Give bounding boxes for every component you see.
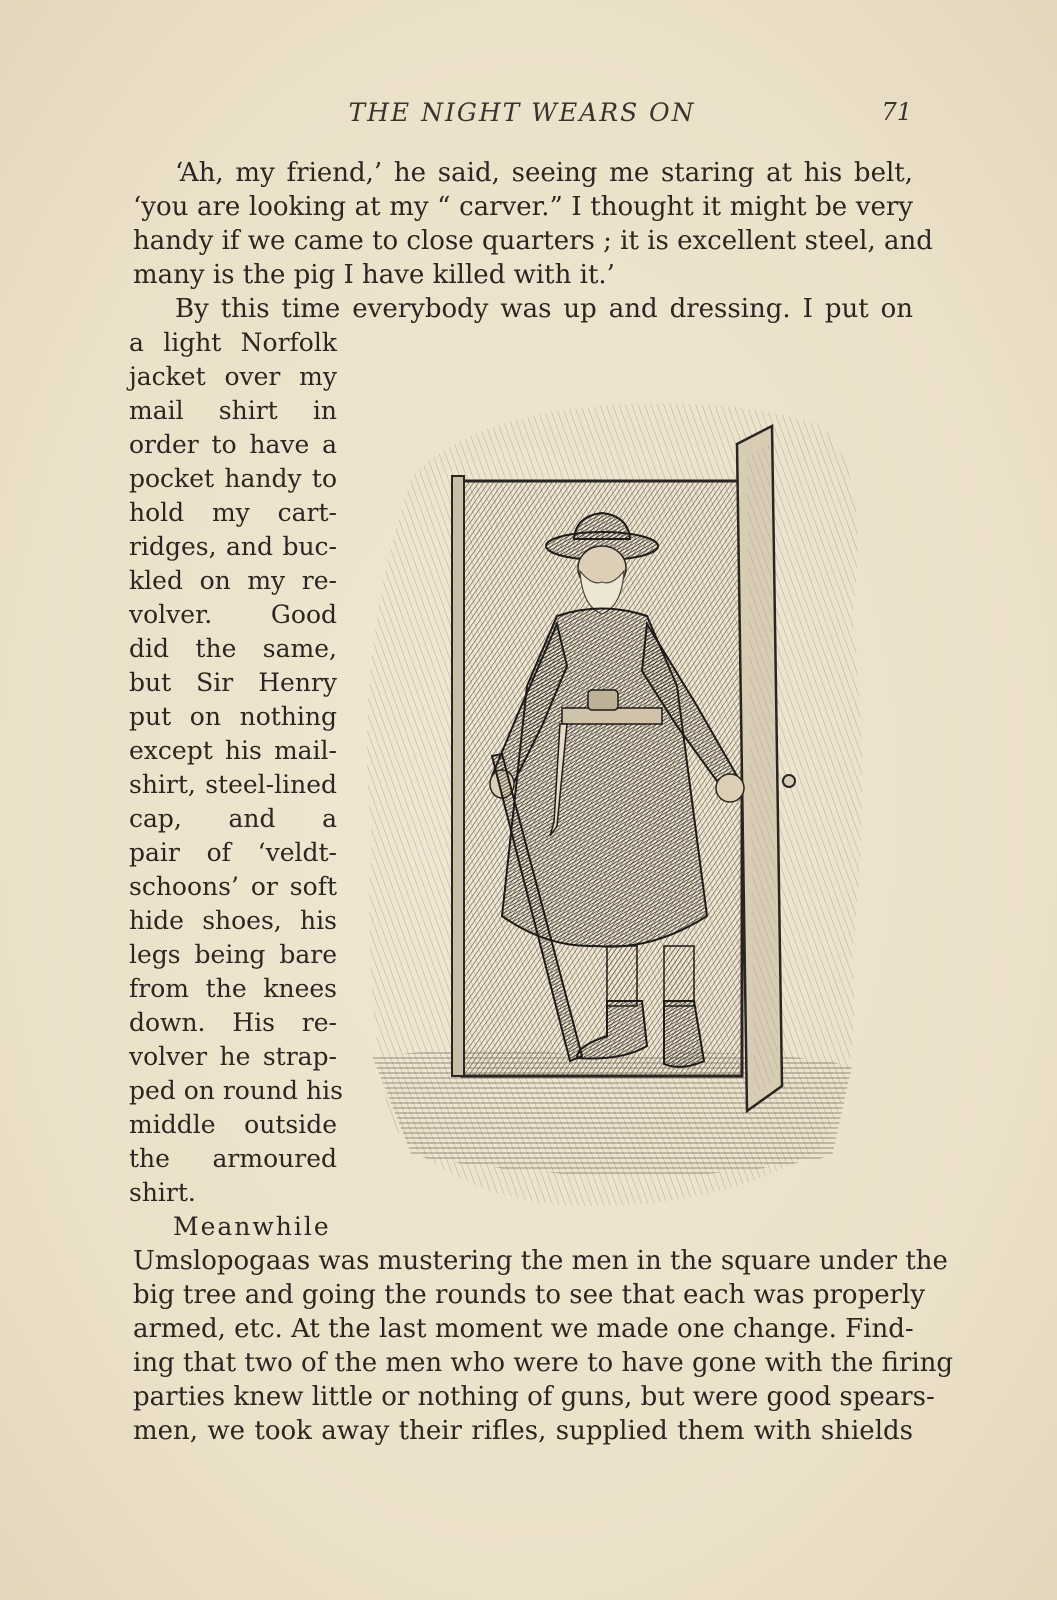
text-line: men, we took away their rifles, supplied them with shields: [133, 1416, 913, 1446]
text-line: ‘Ah, my friend,’ he said, seeing me staring at his belt,: [175, 158, 913, 188]
narrow-line: order to have a: [129, 430, 337, 459]
narrow-line: except his mail-: [129, 736, 337, 765]
text-line: armed, etc. At the last moment we made one change. Find-: [133, 1314, 914, 1344]
page-header: [132, 98, 912, 134]
engraving-man-in-doorway-icon: [352, 356, 882, 1216]
narrow-line: ped on round his: [129, 1076, 343, 1105]
narrow-line: middle outside: [129, 1110, 337, 1139]
narrow-line: legs being bare: [129, 940, 337, 969]
narrow-line: jacket over my: [129, 362, 337, 391]
text-line: By this time everybody was up and dressing. I put on: [175, 294, 913, 324]
narrow-line: pair of ‘veldt-: [129, 838, 337, 867]
text-line: ing that two of the men who were to have gone with the firing: [133, 1348, 954, 1378]
page-number: 71: [881, 98, 912, 126]
narrow-line: did the same,: [129, 634, 337, 663]
text-line: many is the pig I have killed with it.’: [133, 260, 615, 290]
narrow-line: put on nothing: [129, 702, 337, 731]
narrow-line: the armoured: [129, 1144, 337, 1173]
narrow-line: hold my cart-: [129, 498, 337, 527]
narrow-line: cap, and a: [129, 804, 337, 833]
narrow-line: a light Norfolk: [129, 328, 337, 357]
running-title: THE NIGHT WEARS ON: [348, 98, 696, 127]
narrow-line: Meanwhile: [173, 1212, 331, 1241]
narrow-line: pocket handy to: [129, 464, 337, 493]
narrow-line: volver he strap-: [129, 1042, 337, 1071]
narrow-line: but Sir Henry: [129, 668, 337, 697]
text-line: Umslopogaas was mustering the men in the square under the: [133, 1246, 948, 1276]
narrow-line: shirt, steel-lined: [129, 770, 337, 799]
text-line: big tree and going the rounds to see that each was properly: [133, 1280, 926, 1310]
text-line: parties knew little or nothing of guns, but were good spears-: [133, 1382, 935, 1412]
narrow-line: kled on my re-: [129, 566, 337, 595]
narrow-line: from the knees: [129, 974, 337, 1003]
narrow-line: volver. Good: [129, 600, 337, 629]
narrow-line: ridges, and buc-: [129, 532, 337, 561]
text-line: ‘you are looking at my “ carver.” I thought it might be very: [133, 192, 913, 222]
narrow-line: hide shoes, his: [129, 906, 337, 935]
narrow-line: schoons’ or soft: [129, 872, 337, 901]
text-line: handy if we came to close quarters ; it is excellent steel, and: [133, 226, 933, 256]
narrow-line: shirt.: [129, 1178, 196, 1207]
narrow-line: mail shirt in: [129, 396, 337, 425]
narrow-line: down. His re-: [129, 1008, 337, 1037]
